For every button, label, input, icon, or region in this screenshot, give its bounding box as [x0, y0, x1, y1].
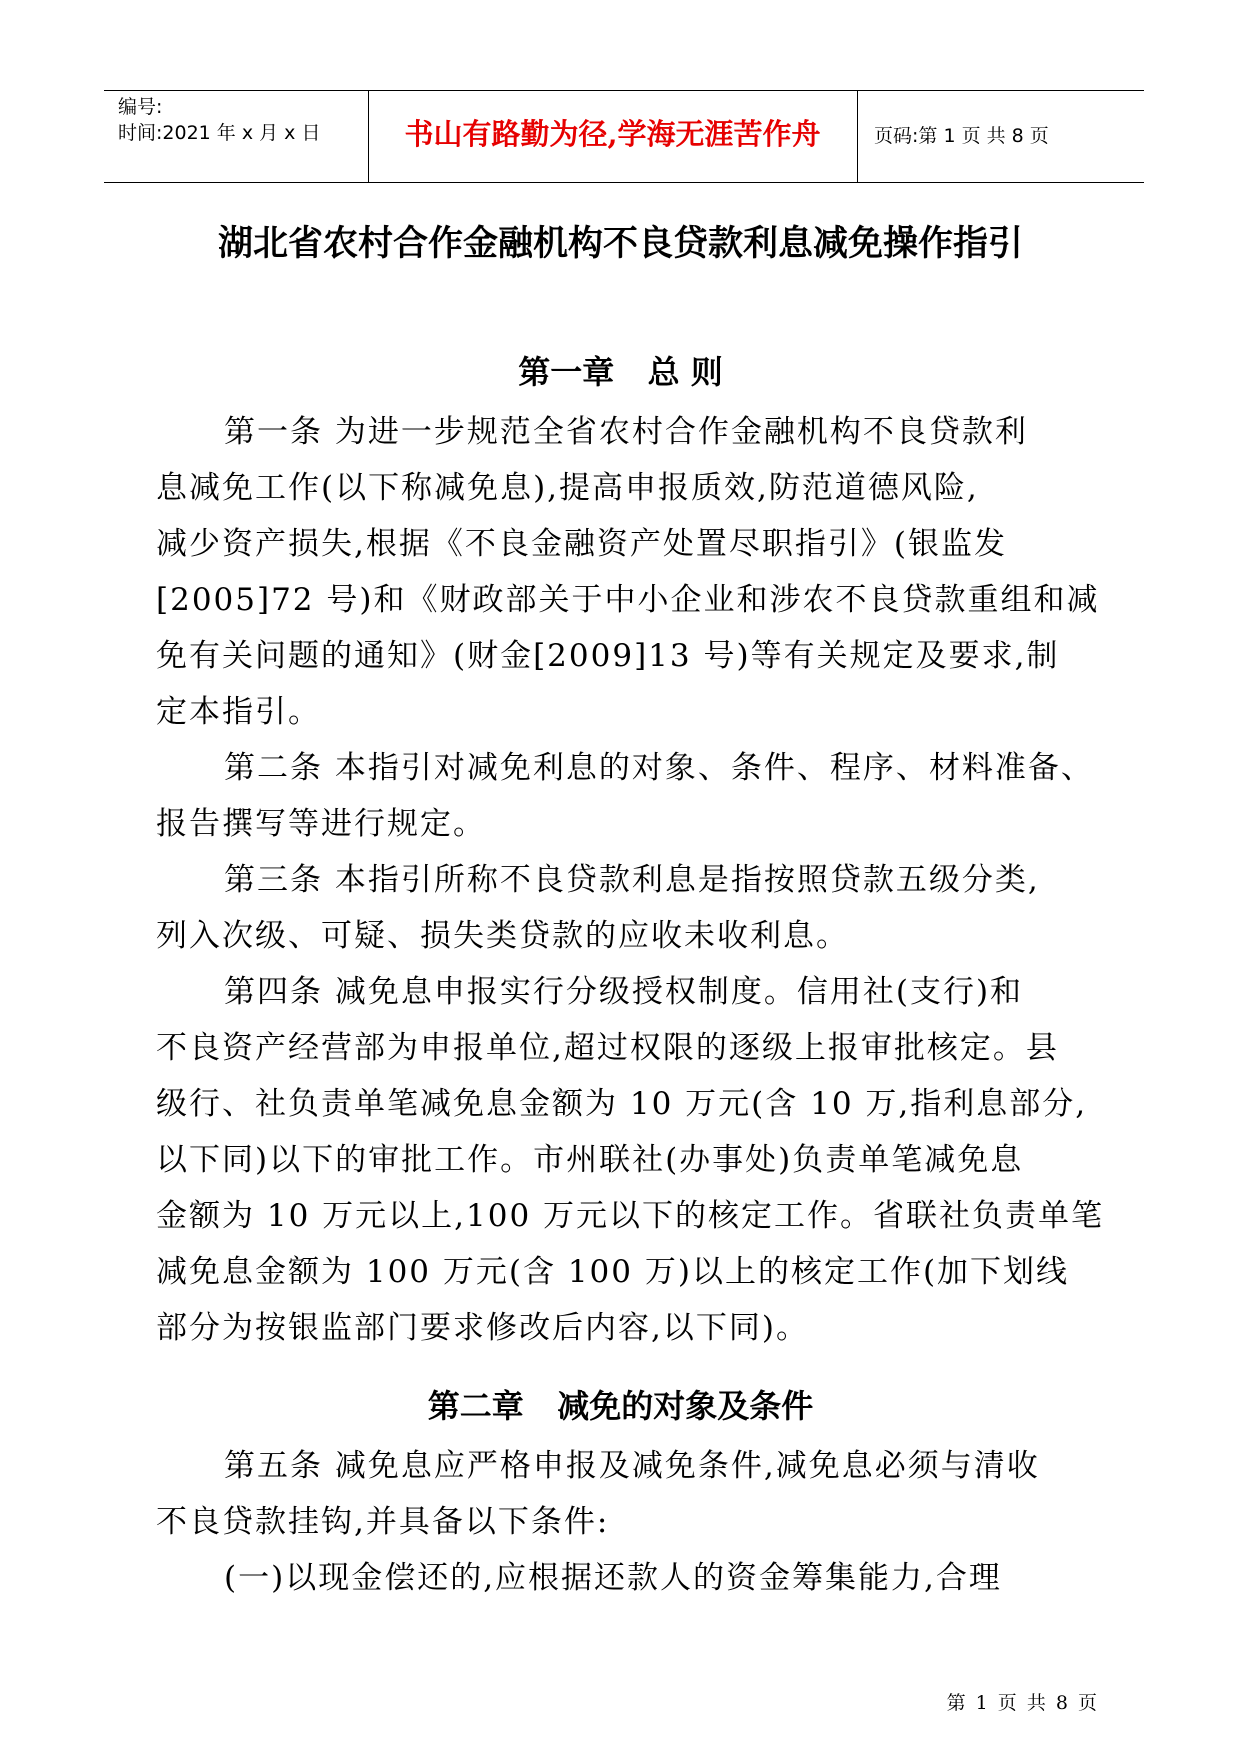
- page-header: [104, 90, 1144, 183]
- document-title: 湖北省农村合作金融机构不良贷款利息减免操作指引: [217, 224, 1023, 264]
- chapter-1-body: [156, 404, 1105, 1356]
- header-divider: [857, 90, 858, 183]
- body-line: 免有关问题的通知》(财金[2009]13 号)等有关规定及要求,制: [156, 638, 1060, 674]
- body-line: 第三条 本指引所称不良贷款利息是指按照贷款五级分类,: [224, 862, 1040, 898]
- body-line: 报告撰写等进行规定。: [156, 806, 486, 842]
- chapter-heading: 第一章 总 则: [518, 353, 723, 391]
- body-line: 以下同)以下的审批工作。市州联社(办事处)负责单笔减免息: [156, 1142, 1024, 1178]
- body-line: 息减免工作(以下称减免息),提高申报质效,防范道德风险,: [156, 470, 979, 506]
- chapter-heading: 第二章 减免的对象及条件: [427, 1387, 814, 1425]
- header-bottom-rule: [104, 182, 1144, 183]
- body-line: [2005]72 号)和《财政部关于中小企业和涉农不良贷款重组和减: [156, 582, 1100, 618]
- body-line: 第四条 减免息申报实行分级授权制度。信用社(支行)和: [224, 974, 1024, 1010]
- header-time-label: 时间:2021 年 x 月 x 日: [118, 122, 321, 144]
- header-page-label: 页码:第 1 页 共 8 页: [874, 125, 1049, 147]
- header-top-rule: [104, 90, 1144, 91]
- body-line: 不良贷款挂钩,并具备以下条件:: [156, 1504, 610, 1540]
- body-line: 列入次级、可疑、损失类贷款的应收未收利息。: [156, 918, 849, 954]
- header-meta: [118, 94, 320, 146]
- body-line: 部分为按银监部门要求修改后内容,以下同)。: [156, 1310, 809, 1346]
- chapter-2-body: [156, 1438, 1096, 1606]
- body-line: 第二条 本指引对减免利息的对象、条件、程序、材料准备、: [224, 750, 1094, 786]
- body-line: 金额为 10 万元以上,100 万元以下的核定工作。省联社负责单笔: [156, 1198, 1105, 1234]
- body-line: 级行、社负责单笔减免息金额为 10 万元(含 10 万,指利息部分,: [156, 1086, 1088, 1122]
- body-line: 定本指引。: [156, 694, 321, 730]
- body-line: 第五条 减免息应严格申报及减免条件,减免息必须与清收: [224, 1448, 1040, 1484]
- body-line: 第一条 为进一步规范全省农村合作金融机构不良贷款利: [224, 414, 1028, 450]
- body-line: (一)以现金偿还的,应根据还款人的资金筹集能力,合理: [224, 1560, 1002, 1596]
- header-motto: 书山有路勤为径,学海无涯苦作舟: [404, 117, 821, 151]
- page-footer: 第 1 页 共 8 页: [946, 1692, 1099, 1714]
- header-number-label: 编号:: [118, 96, 163, 118]
- body-line: 减免息金额为 100 万元(含 100 万)以上的核定工作(加下划线: [156, 1254, 1070, 1290]
- body-line: 不良资产经营部为申报单位,超过权限的逐级上报审批核定。县: [156, 1030, 1059, 1066]
- body-line: 减少资产损失,根据《不良金融资产处置尽职指引》(银监发: [156, 526, 1007, 562]
